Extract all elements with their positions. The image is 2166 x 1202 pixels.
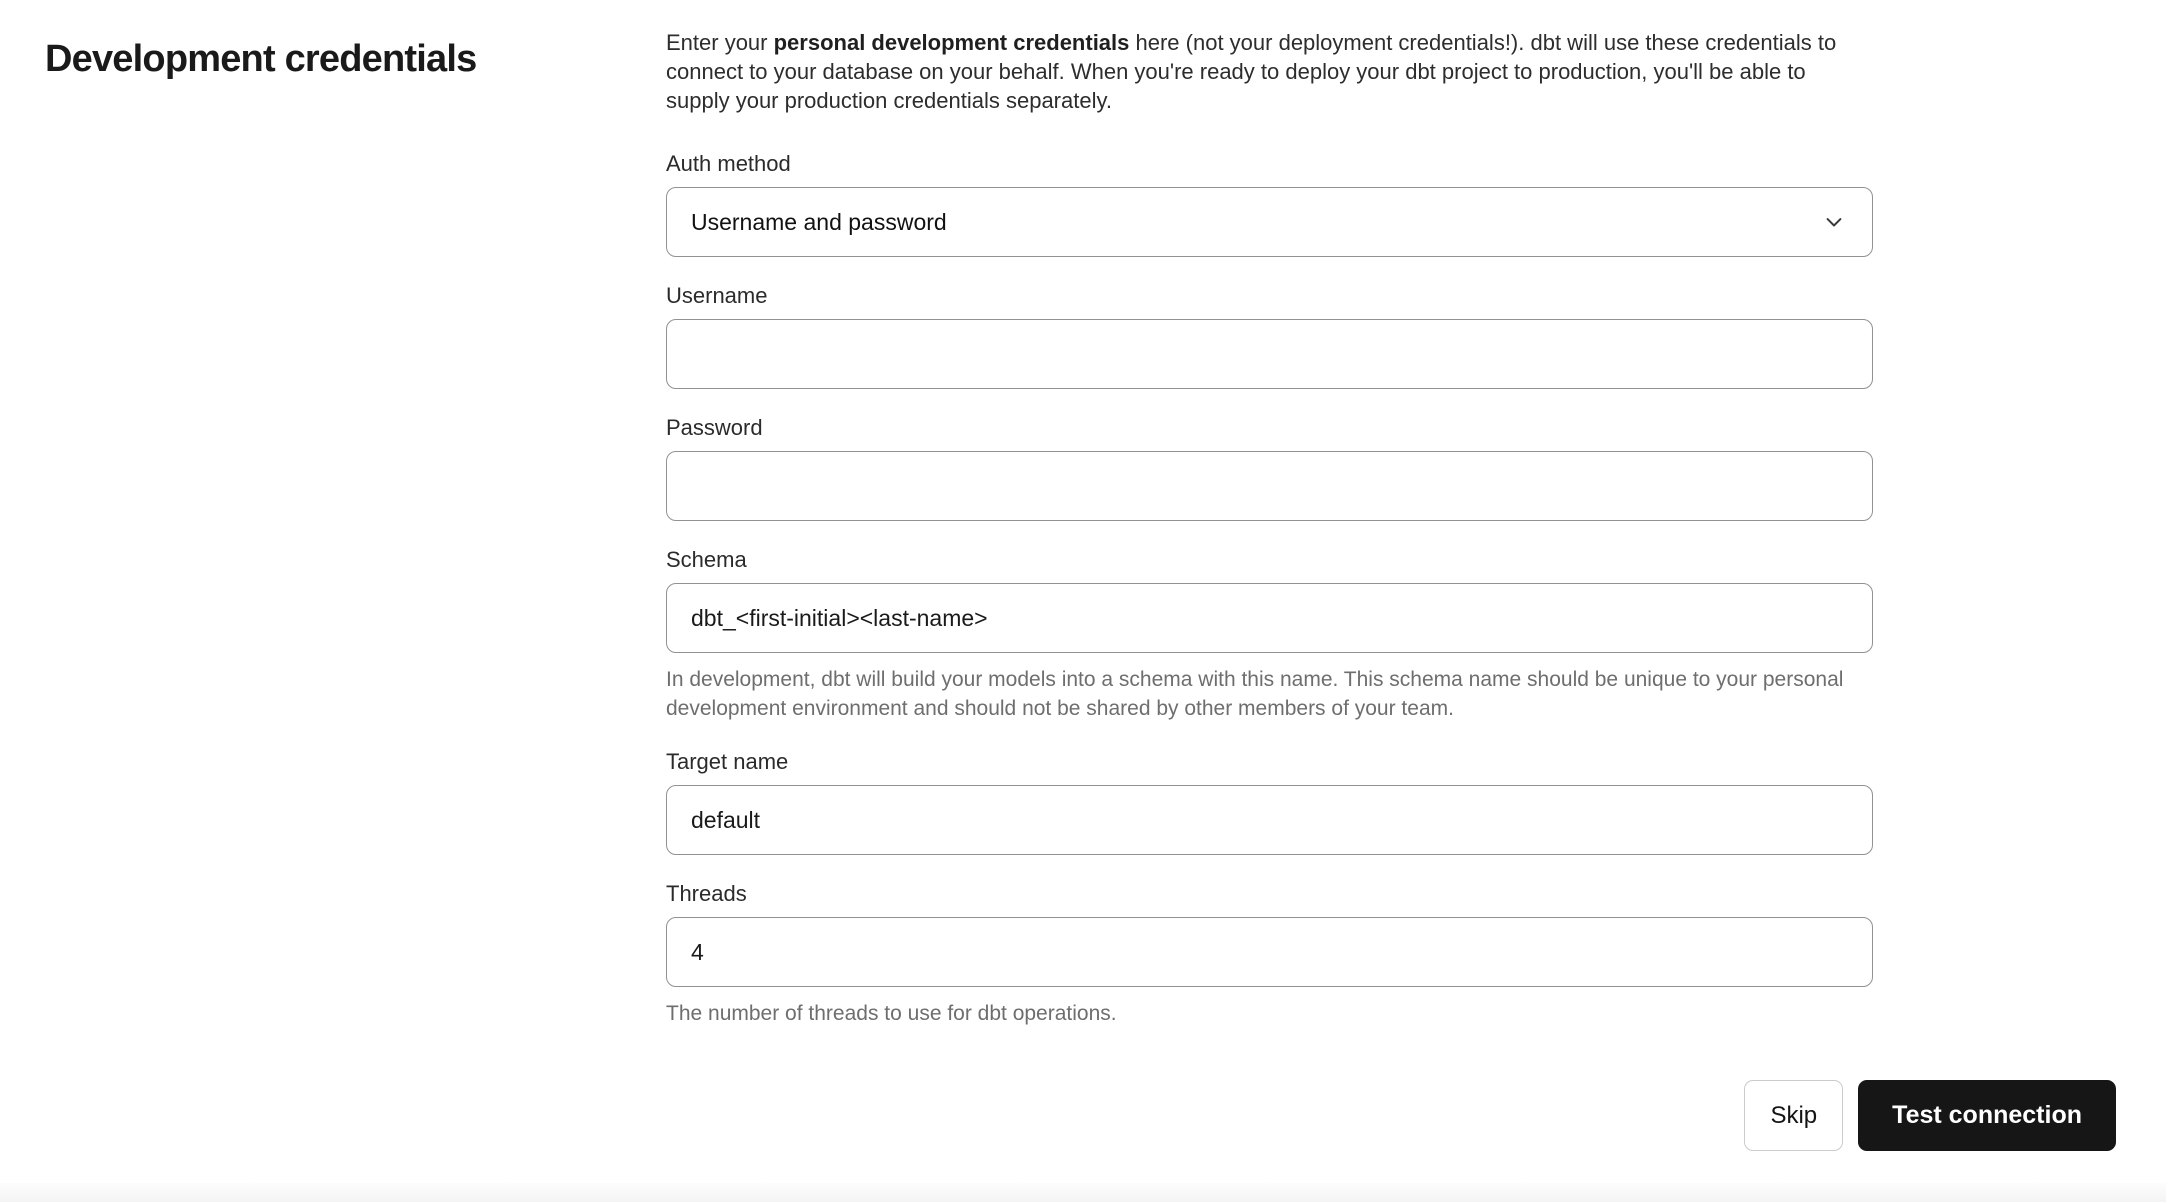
bottom-section-edge <box>0 1183 2166 1202</box>
threads-label: Threads <box>666 881 747 906</box>
password-label: Password <box>666 415 763 440</box>
target-name-input[interactable] <box>666 785 1873 855</box>
password-input[interactable] <box>666 451 1873 521</box>
intro-text <box>666 28 1873 115</box>
target-name-label: Target name <box>666 749 789 774</box>
target-name-field <box>666 749 1873 855</box>
page-title: Development credentials <box>45 38 477 80</box>
schema-helper-text: In development, dbt will build your models into a schema with this name. This schema name should be unique to your personal development environment and should not be shared by other members of your team. <box>666 668 1844 720</box>
schema-label: Schema <box>666 547 747 572</box>
threads-helper-text: The number of threads to use for dbt operations. <box>666 1002 1117 1025</box>
auth-method-selected-value: Username and password <box>691 208 947 235</box>
skip-button[interactable]: Skip <box>1744 1080 1843 1151</box>
threads-input[interactable] <box>666 917 1873 987</box>
username-input[interactable] <box>666 319 1873 389</box>
threads-field <box>666 881 1873 1028</box>
credentials-form <box>666 28 1873 1028</box>
intro-pre: Enter your <box>666 30 774 55</box>
form-actions <box>1744 1080 2116 1151</box>
username-label: Username <box>666 283 768 308</box>
chevron-down-icon <box>1820 208 1848 236</box>
auth-method-label: Auth method <box>666 151 791 176</box>
auth-method-field <box>666 151 1873 257</box>
auth-method-select[interactable] <box>666 187 1873 257</box>
schema-field <box>666 547 1873 723</box>
test-connection-button[interactable]: Test connection <box>1858 1080 2116 1151</box>
intro-post: here (not your deployment credentials!). dbt will use these credentials to connect to your database on your behalf. When you're ready to deploy your dbt project to production, you'll be able to supply your production credentials separately. <box>666 30 1837 113</box>
username-field <box>666 283 1873 389</box>
schema-input[interactable] <box>666 583 1873 653</box>
intro-bold: personal development credentials <box>773 30 1130 55</box>
password-field <box>666 415 1873 521</box>
